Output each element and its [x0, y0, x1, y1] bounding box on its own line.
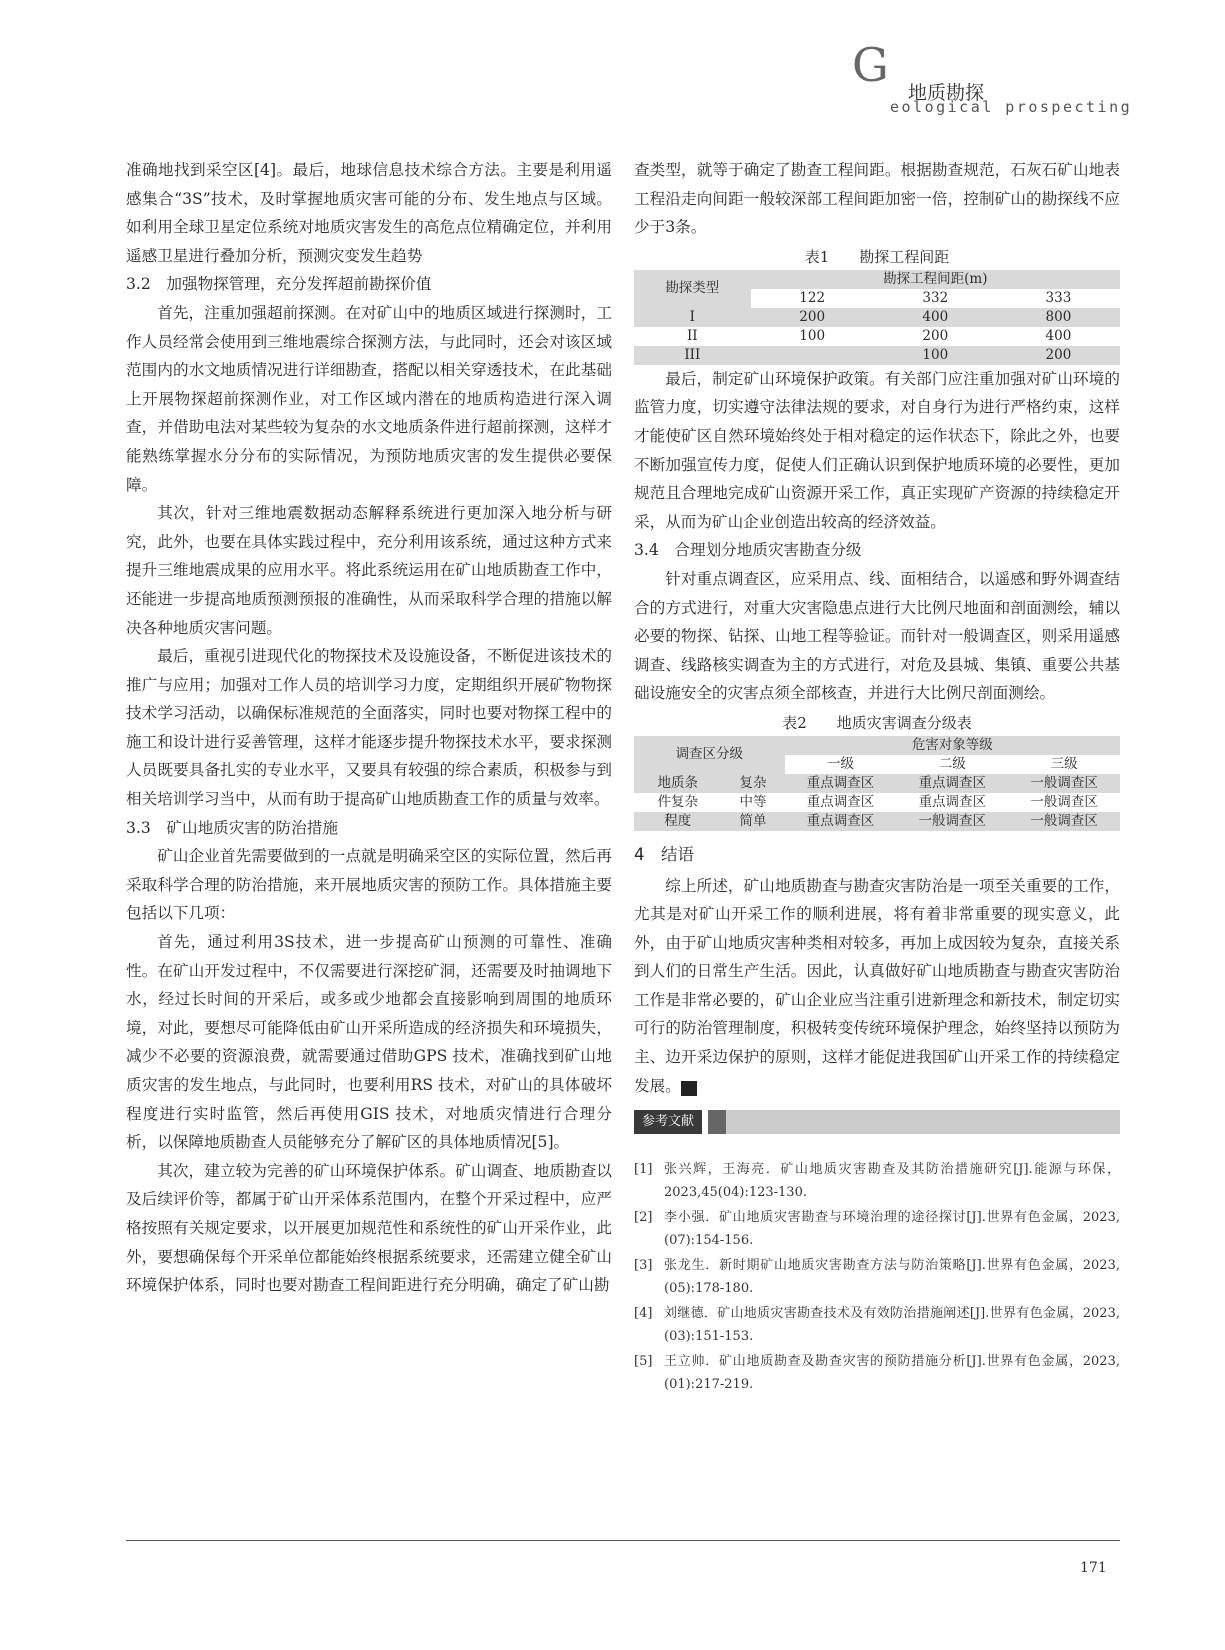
reference-text: 张兴辉，王海亮．矿山地质灾害勘查及其防治措施研究[J].能源与环保，2023,45(04):123-130. [664, 1162, 1120, 1201]
table-row [634, 308, 1120, 327]
references-bar [634, 1110, 1120, 1134]
header-journal-section-en: eological prospecting [890, 98, 1133, 116]
header-journal-section-cn: 地质勘探 [908, 82, 985, 104]
references-list [634, 1158, 1120, 1396]
table-header-cell: 勘探工程间距(m) [751, 270, 1120, 289]
table-2-caption: 表2 地质灾害调查分级表 [782, 713, 972, 732]
section-heading-3-3: 3.3 矿山地质灾害的防治措施 [126, 818, 338, 837]
table-cell: 一般调查区 [1030, 793, 1098, 810]
table-cell: 重点调查区 [918, 793, 987, 810]
table-cell [751, 346, 874, 365]
reference-item [634, 1302, 1120, 1348]
table-row [634, 793, 1120, 812]
table-header-cell: 332 [922, 289, 949, 306]
table-1-caption: 表1 勘探工程间距 [804, 247, 950, 266]
table-cell: 复杂 [721, 774, 784, 793]
conclusion-text: 综上所述，矿山地质勘查与勘查灾害防治是一项至关重要的工作，尤其是对矿山开采工作的顺利进展，将有着非常重要的现实意义，此外，由于矿山地质灾害种类相对较多，再加上成因较为复杂，直接关系到人们的日常生产生活。因此，认真做好矿山地质勘查与勘查灾害防治工作是非常必要的，矿山企业应当注重引进新理念和新技术，制定切实可行的防治管理制度，积极转变传统环境保护理念，始终坚持以预防为主、边开采边保护的原则，这样才能促进我国矿山开采工作的持续稳定发展。 [634, 876, 1120, 1095]
table-cell: 一般调查区 [896, 812, 1008, 831]
reference-item [634, 1206, 1120, 1252]
table-cell: 一般调查区 [1008, 774, 1120, 793]
reference-text: 张龙生．新时期矿山地质灾害勘查方法与防治策略[J].世界有色金属，2023,(05):178-180. [664, 1258, 1120, 1297]
table-cell: 简单 [721, 812, 784, 831]
table-1 [634, 270, 1120, 365]
reference-number: [1] [634, 1162, 653, 1178]
reference-number: [4] [634, 1306, 653, 1322]
table-header-cell: 勘探类型 [634, 270, 751, 308]
table-cell: 中等 [739, 793, 767, 810]
section-heading-4: 4 结语 [634, 844, 694, 864]
reference-text: 王立帅．矿山地质勘查及勘查灾害的预防措施分析[J].世界有色金属，2023,(01):217-219. [664, 1354, 1120, 1393]
table-cell: 100 [874, 346, 997, 365]
table-cell: I [634, 308, 751, 327]
table-row [634, 327, 1120, 346]
table-header-cell: 危害对象等级 [785, 736, 1120, 755]
table-2 [634, 736, 1120, 831]
table-header-cell: 调查区分级 [634, 736, 785, 774]
table-header-cell: 一级 [827, 755, 855, 772]
footer-rule [126, 1540, 1120, 1541]
table-cell: 400 [1045, 327, 1072, 344]
section-heading-3-4: 3.4 合理划分地质灾害勘查分级 [634, 541, 862, 560]
table-cell: III [634, 346, 751, 365]
right-column [634, 156, 1120, 1398]
reference-text: 李小强．矿山地质灾害勘查与环境治理的途径探讨[J].世界有色金属，2023,(07):154-156. [664, 1210, 1120, 1249]
table-cell: 200 [997, 346, 1120, 365]
table-header-cell: 122 [799, 289, 826, 306]
table-cell: 800 [997, 308, 1120, 327]
paragraph: 最后，重视引进现代化的物探技术及设施设备，不断促进该技术的推广与应用；加强对工作人员的培训学习力度，定期组织开展矿物物探技术学习活动，以确保标准规范的全面落实，同时也要对物探工程中的施工和设计进行妥善管理，这样才能逐步提升物探技术水平，要求探测人员既要具备扎实的专业水平，又要具有较强的综合素质，积极参与到相关培训学习当中，从而有助于提高矿山地质勘查工作的质量与效率。 [126, 647, 612, 809]
section-heading-3-2: 3.2 加强物探管理，充分发挥超前勘探价值 [126, 275, 432, 294]
header-logo-letter: G [852, 38, 889, 92]
reference-item [634, 1254, 1120, 1300]
paragraph: 其次，针对三维地震数据动态解释系统进行更加深入地分析与研究，此外，也要在具体实践过程中，充分利用该系统，通过这种方式来提升三维地震成果的应用水平。将此系统运用在矿山地质勘查工作中，还能进一步提高地质预测预报的准确性，从而采取科学合理的措施以解决各种地质灾害问题。 [126, 504, 612, 637]
decorative-block [708, 1110, 726, 1134]
paragraph: 查类型，就等于确定了勘查工程间距。根据勘查规范，石灰石矿山地表工程沿走向间距一般较深部工程间距加密一倍，控制矿山的勘探线不应少于3条。 [634, 161, 1120, 237]
reference-number: [2] [634, 1210, 653, 1226]
table-cell: 200 [751, 308, 874, 327]
paragraph: 最后，制定矿山环境保护政策。有关部门应注重加强对矿山环境的监管力度，切实遵守法律法规的要求，对自身行为进行严格约束，这样才能使矿区自然环境始终处于相对稳定的运作状态下，除此之外，也要不断加强宣传力度，促使人们正确认识到保护地质环境的必要性，更加规范且合理地完成矿山资源开采工作，真正实现矿产资源的持续稳定开采，从而为矿山企业创造出较高的经济效益。 [634, 369, 1120, 531]
paragraph: 针对重点调查区，应采用点、线、面相结合，以遥感和野外调查结合的方式进行，对重大灾害隐患点进行大比例尺地面和剖面测绘，辅以必要的物探、钻探、山地工程等验证。而针对一般调查区，则采用遥感调查、线路核实调查为主的方式进行，对危及县城、集镇、重要公共基础设施安全的灾害点须全部核查，并进行大比例尺剖面测绘。 [634, 569, 1120, 703]
page-number: 171 [1080, 1560, 1107, 1576]
paragraph: 其次，建立较为完善的矿山环境保护体系。矿山调查、地质勘查以及后续评价等，都属于矿山开采体系范围内，在整个开采过程中，应严格按照有关规定要求，以开展更加规范性和系统性的矿山开采作业，此外，要想确保每个开采单位都能始终根据系统要求，还需建立健全矿山环境保护体系，同时也要对勘查工程间距进行充分明确，确定了矿山勘 [126, 1161, 612, 1295]
table-cell: 重点调查区 [896, 774, 1008, 793]
paragraph: 准确地找到采空区[4]。最后，地球信息技术综合方法。主要是利用遥感集合“3S”技术，及时掌握地质灾害可能的分布、发生地点与区域。如利用全球卫星定位系统对地质灾害发生的高危点位精确定位，并利用遥感卫星进行叠加分析，预测灾变发生趋势 [126, 161, 612, 265]
table-cell: 400 [874, 308, 997, 327]
table-header-cell: 333 [1045, 289, 1072, 306]
paragraph: 首先，通过利用3S技术，进一步提高矿山预测的可靠性、准确性。在矿山开发过程中，不仅需要进行深挖矿洞，还需要及时抽调地下水，经过长时间的开采后，或多或少地都会直接影响到周围的地质环境，对此，要想尽可能降低由矿山开采所造成的经济损失和环境损失，减少不必要的资源浪费，就需要通过借助GPS 技术，准确找到矿山地质灾害的发生地点，与此同时，也要利用RS 技术，对矿山的具体破坏程度进行实时监管，然后再使用GIS 技术，对地质灾情进行合理分析，以保障地质勘查人员能够充分了解矿区的具体地质情况[5]。 [126, 933, 612, 1152]
reference-item [634, 1350, 1120, 1396]
table-cell: 重点调查区 [806, 793, 875, 810]
reference-item [634, 1158, 1120, 1204]
paragraph: 矿山企业首先需要做到的一点就是明确采空区的实际位置，然后再采取科学合理的防治措施，来开展地质灾害的预防工作。具体措施主要包括以下几项： [126, 847, 612, 923]
table-row [634, 774, 1120, 793]
end-of-article-mark: 世 [681, 1081, 697, 1096]
table-header-cell: 二级 [938, 755, 966, 772]
table-cell: 重点调查区 [785, 812, 897, 831]
table-header-cell: 三级 [1050, 755, 1078, 772]
table-row [634, 346, 1120, 365]
table-row [634, 812, 1120, 831]
reference-number: [5] [634, 1354, 653, 1370]
table-cell: II [686, 327, 698, 344]
table-row-header: 程度 [634, 812, 721, 831]
table-row-header: 件复杂 [657, 793, 698, 810]
decorative-bar [726, 1110, 1120, 1134]
left-column [126, 156, 612, 1300]
table-cell: 一般调查区 [1008, 812, 1120, 831]
reference-number: [3] [634, 1258, 653, 1274]
table-row-header: 地质条 [634, 774, 721, 793]
table-cell: 200 [922, 327, 949, 344]
table-cell: 100 [799, 327, 826, 344]
paragraph: 首先，注重加强超前探测。在对矿山中的地质区域进行探测时，工作人员经常会使用到三维地震综合探测方法，与此同时，还会对该区域范围内的水文地质情况进行详细勘查，搭配以相关穿透技术，在此基础上开展物探超前探测作业，对工作区域内潜在的地质构造进行深入调查，并借助电法对某些较为复杂的水文地质条件进行超前探测，这样才能熟练掌握水分分布的实际情况，为预防地质灾害的发生提供必要保障。 [126, 303, 612, 494]
paragraph [634, 872, 1120, 1101]
references-label: 参考文献 [634, 1110, 702, 1134]
table-cell: 重点调查区 [785, 774, 897, 793]
reference-text: 刘继德．矿山地质灾害勘查技术及有效防治措施阐述[J].世界有色金属，2023,(03):151-153. [664, 1306, 1120, 1345]
